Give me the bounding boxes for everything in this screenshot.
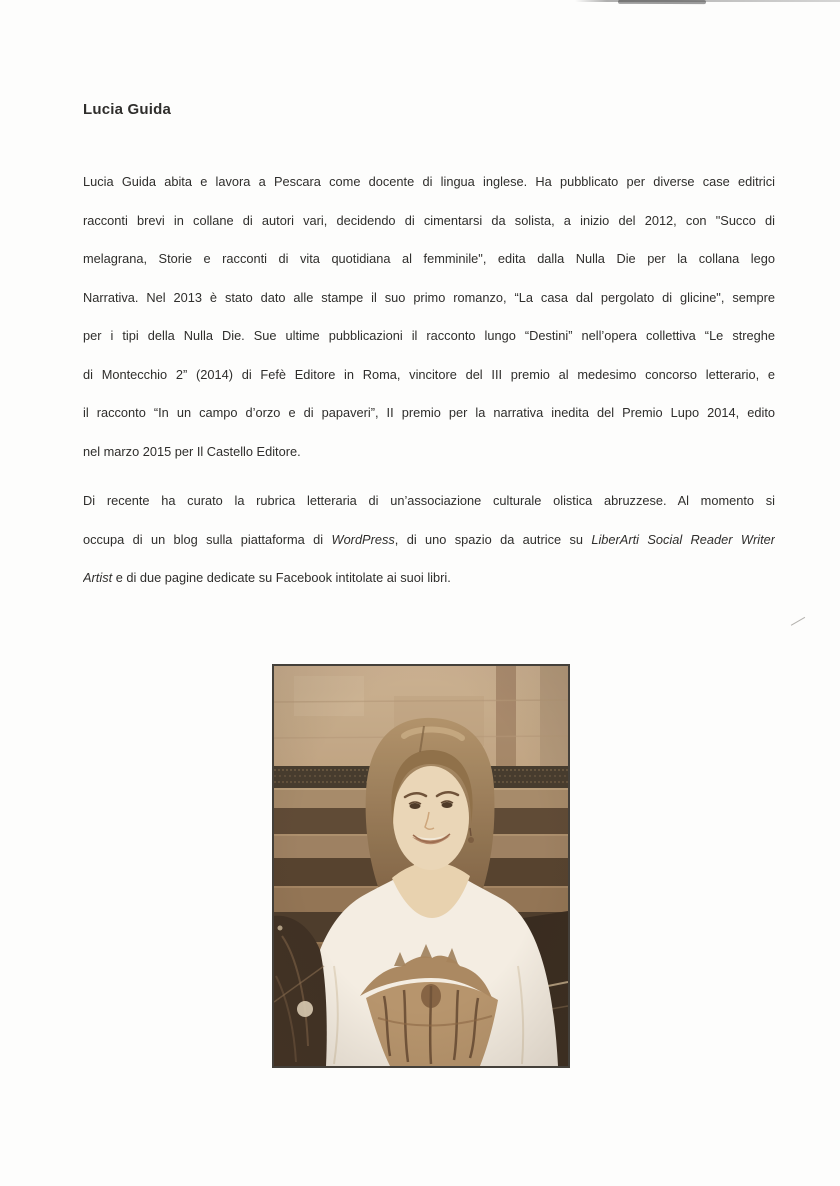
text-line — [83, 240, 775, 279]
text-segment: e di due pagine dedicate su Facebook intitolate ai suoi libri. — [112, 570, 451, 585]
text-segment: di Montecchio 2” (2014) di Fefè Editore in Roma, vincitore del III premio al medesimo concorso letterario, e — [83, 366, 775, 382]
text-segment: occupa di un blog sulla piattaforma di — [83, 531, 332, 547]
document-title: Lucia Guida — [83, 101, 172, 118]
italic-text: LiberArti Social Reader Writer — [591, 531, 775, 547]
portrait-photo — [272, 664, 570, 1068]
text-segment: , di uno spazio da autrice su — [394, 531, 592, 547]
text-line — [83, 356, 775, 395]
text-line — [83, 202, 775, 241]
italic-text: Artist — [83, 570, 113, 585]
biography-paragraph — [83, 163, 775, 471]
text-segment: Di recente ha curato la rubrica letteraria di un’associazione culturale olistica abruzzese. Al momento si — [83, 493, 775, 508]
text-line — [83, 279, 775, 318]
text-line — [83, 433, 775, 472]
italic-text: WordPress — [331, 531, 395, 547]
scan-artifact-top-smudge — [618, 0, 706, 4]
text-segment: nel marzo 2015 per Il Castello Editore. — [83, 443, 301, 459]
text-line — [83, 521, 775, 560]
scan-artifact-faint-mark — [791, 617, 811, 636]
scan-artifact-top-edge — [575, 0, 840, 2]
portrait-photo-illustration — [274, 666, 568, 1066]
text-segment: racconti brevi in collane di autori vari, decidendo di cimentarsi da solista, a inizio del 2012, con "Succo di — [83, 212, 775, 228]
text-segment: melagrana, Storie e racconti di vita quotidiana al femminile", edita dalla Nulla Die per la collana lego — [83, 251, 775, 266]
current-activities-paragraph — [83, 482, 775, 598]
text-line — [83, 317, 775, 356]
text-segment: Narrativa. Nel 2013 è stato dato alle stampe il suo primo romanzo, “La casa dal pergolato di glicine", sempre — [83, 289, 775, 305]
text-segment: Lucia Guida abita e lavora a Pescara come docente di lingua inglese. Ha pubblicato per diverse case editrici — [83, 174, 775, 189]
text-line — [83, 482, 775, 521]
text-segment: il racconto “In un campo d’orzo e di papaveri”, II premio per la narrativa inedita del Premio Lupo 2014, edito — [83, 405, 775, 420]
text-segment: per i tipi della Nulla Die. Sue ultime pubblicazioni il racconto lungo “Destini” nell’opera collettiva “Le streghe — [83, 328, 775, 343]
text-line — [83, 559, 775, 598]
text-line — [83, 163, 775, 202]
text-line — [83, 394, 775, 433]
